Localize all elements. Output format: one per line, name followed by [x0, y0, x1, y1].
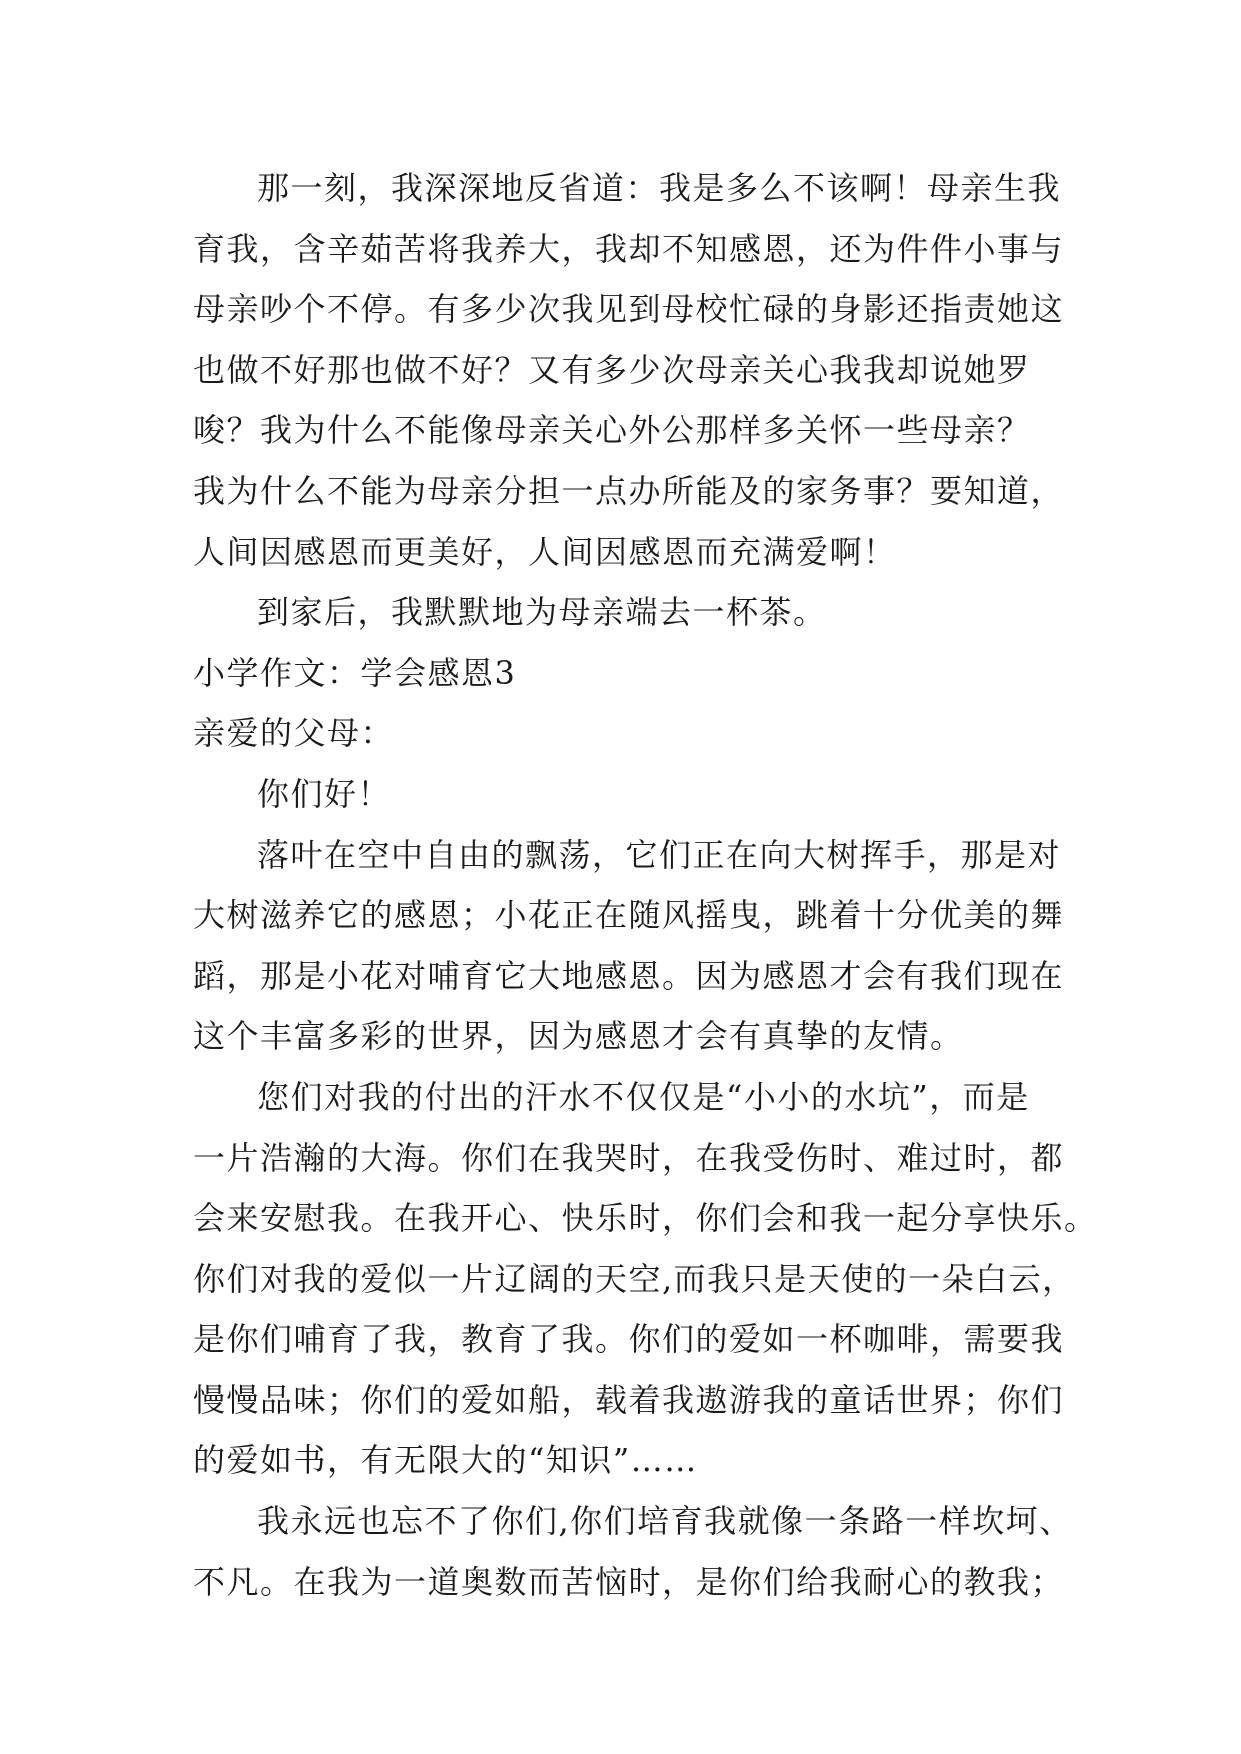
section-heading: 小学作文：学会感恩3: [193, 653, 517, 692]
paragraph-line: 人间因感恩而更美好，人间因感恩而充满爱啊！: [193, 532, 897, 571]
paragraph-line: 会来安慰我。在我开心、快乐时，你们会和我一起分享快乐。: [193, 1199, 1098, 1238]
paragraph-line: 你们对我的爱似一片辽阔的天空,而我只是天使的一朵白云，: [193, 1259, 1076, 1298]
paragraph-line: 母亲吵个不停。有多少次我见到母校忙碌的身影还指责她这: [193, 290, 1065, 329]
paragraph-line: 大树滋养它的感恩；小花正在随风摇曳，跳着十分优美的舞: [193, 896, 1065, 935]
greeting: 你们好！: [257, 774, 392, 813]
paragraph-line: 您们对我的付出的汗水不仅仅是“小小的水坑”，而是: [257, 1077, 1030, 1116]
paragraph-line: 不凡。在我为一道奥数而苦恼时，是你们给我耐心的教我；: [193, 1562, 1065, 1601]
paragraph-line: 唆？我为什么不能像母亲关心外公那样多关怀一些母亲？: [193, 411, 1031, 450]
paragraph-line: 我为什么不能为母亲分担一点办所能及的家务事？要知道，: [193, 471, 1065, 510]
paragraph-line: 这个丰富多彩的世界，因为感恩才会有真挚的友情。: [193, 1017, 964, 1056]
paragraph-line: 到家后，我默默地为母亲端去一杯茶。: [257, 593, 827, 632]
paragraph-line: 育我，含辛茹苦将我养大，我却不知感恩，还为件件小事与: [193, 229, 1065, 268]
paragraph-line: 的爱如书，有无限大的“知识”……: [193, 1441, 698, 1480]
paragraph-line: 我永远也忘不了你们,你们培育我就像一条路一样坎坷、: [257, 1502, 1073, 1541]
paragraph-line: 慢慢品味；你们的爱如船，载着我遨游我的童话世界；你们: [193, 1380, 1065, 1419]
paragraph-line: 也做不好那也做不好？又有多少次母亲关心我我却说她罗: [193, 350, 1031, 389]
document-body: [193, 158, 1098, 1612]
paragraph-line: 蹈，那是小花对哺育它大地感恩。因为感恩才会有我们现在: [193, 956, 1065, 995]
paragraph-line: 是你们哺育了我，教育了我。你们的爱如一杯咖啡，需要我: [193, 1320, 1065, 1359]
paragraph-line: 一片浩瀚的大海。你们在我哭时，在我受伤时、难过时，都: [193, 1138, 1065, 1177]
salutation: 亲爱的父母：: [193, 714, 395, 753]
paragraph-line: 那一刻，我深深地反省道：我是多么不该啊！母亲生我: [257, 169, 1062, 207]
paragraph-line: 落叶在空中自由的飘荡，它们正在向大树挥手，那是对: [257, 835, 1062, 874]
